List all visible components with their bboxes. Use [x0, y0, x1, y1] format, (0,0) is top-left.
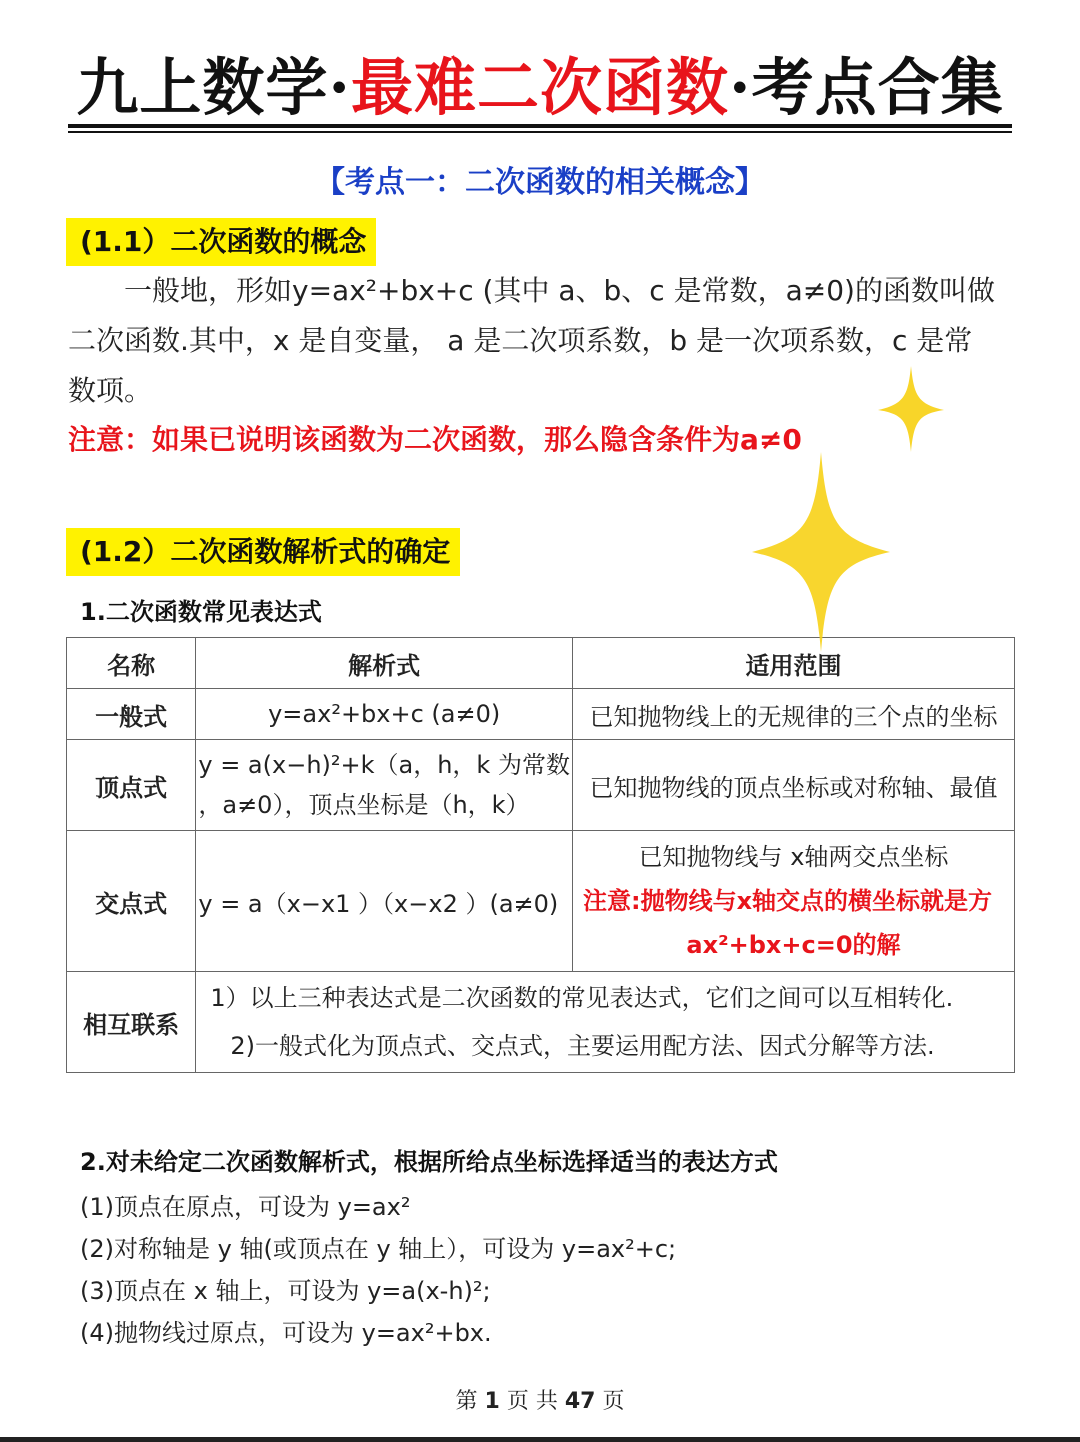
row2-formula: [196, 740, 573, 831]
concept-line-3: 数项。: [68, 374, 153, 407]
expression-table: [66, 637, 1015, 1073]
row2-name: 顶点式: [67, 740, 196, 831]
section-heading: 【考点一：二次函数的相关概念】: [315, 165, 765, 200]
note-text: 注意：如果已说明该函数为二次函数，那么隐含条件为a≠0: [68, 423, 802, 456]
row2-formula-line1: y = a(x−h)²+k（a，h，k 为常数: [198, 751, 570, 779]
footer-middle: 页 共: [506, 1389, 558, 1414]
subheading-1-1: (1.1）二次函数的概念: [66, 218, 376, 266]
sparkle-large-icon: [752, 452, 890, 652]
row4-content: [196, 972, 1015, 1073]
table-row: [67, 740, 1015, 831]
sparkle-small-icon: [878, 366, 944, 452]
row2-formula-line2: ，a≠0），顶点坐标是（h，k）: [198, 791, 530, 819]
footer-page-number: 1: [484, 1389, 500, 1414]
row1-scope: 已知抛物线上的无规律的三个点的坐标: [572, 689, 1014, 740]
concept-line-2: 二次函数.其中，x 是自变量， a 是二次项系数，b 是一次项系数，c 是常: [68, 324, 973, 357]
title-rule-thin: [68, 131, 1012, 133]
table-row: [67, 689, 1015, 740]
row3-note-line2: ax²+bx+c=0的解: [686, 931, 901, 959]
row3-scope-text: 已知抛物线与 x轴两交点坐标: [638, 843, 949, 871]
row4-line2: 2)一般式化为顶点式、交点式，主要运用配方法、因式分解等方法.: [230, 1032, 935, 1060]
subheading-1-2: (1.2）二次函数解析式的确定: [66, 528, 460, 576]
row3-note-line1: 注意:抛物线与x轴交点的横坐标就是方: [582, 887, 993, 915]
row4-line1: 1）以上三种表达式是二次函数的常见表达式，它们之间可以互相转化.: [210, 984, 954, 1012]
row3-scope: [572, 831, 1014, 972]
subsection-2-title: 2.对未给定二次函数解析式，根据所给点坐标选择适当的表达方式: [80, 1148, 778, 1176]
row1-formula: y=ax²+bx+c (a≠0): [196, 689, 573, 740]
page-title: [68, 48, 1012, 128]
title-part1: 九上数学·: [76, 51, 351, 124]
list-item: (2)对称轴是 y 轴(或顶点在 y 轴上），可设为 y=ax²+c;: [80, 1235, 677, 1263]
row3-formula: y = a（x−x1 ）（x−x2 ）(a≠0): [196, 831, 573, 972]
header-name: 名称: [67, 638, 196, 689]
bottom-bar: [0, 1437, 1080, 1442]
table-row: [67, 831, 1015, 972]
footer-prefix: 第: [455, 1389, 478, 1414]
row2-scope: 已知抛物线的顶点坐标或对称轴、最值: [572, 740, 1014, 831]
list-item: (3)顶点在 x 轴上，可设为 y=a(x-h)²;: [80, 1277, 491, 1305]
footer-suffix: 页: [602, 1389, 625, 1414]
footer-total-pages: 47: [564, 1389, 596, 1414]
list-item: (1)顶点在原点，可设为 y=ax²: [80, 1193, 411, 1221]
header-scope: 适用范围: [572, 638, 1014, 689]
concept-line-1: 一般地，形如y=ax²+bx+c (其中 a、b、c 是常数，a≠0)的函数叫做: [124, 274, 995, 307]
table-row: [67, 972, 1015, 1073]
title-part3: ·考点合集: [729, 51, 1004, 124]
title-part2: 最难二次函数: [350, 51, 729, 124]
row1-name: 一般式: [67, 689, 196, 740]
row4-name: 相互联系: [67, 972, 196, 1073]
title-rule-thick: [68, 124, 1012, 128]
page-footer: [0, 1384, 1080, 1420]
header-formula: 解析式: [196, 638, 573, 689]
subsection-1-title: 1.二次函数常见表达式: [80, 598, 322, 626]
list-item: (4)抛物线过原点，可设为 y=ax²+bx.: [80, 1319, 492, 1347]
row3-name: 交点式: [67, 831, 196, 972]
